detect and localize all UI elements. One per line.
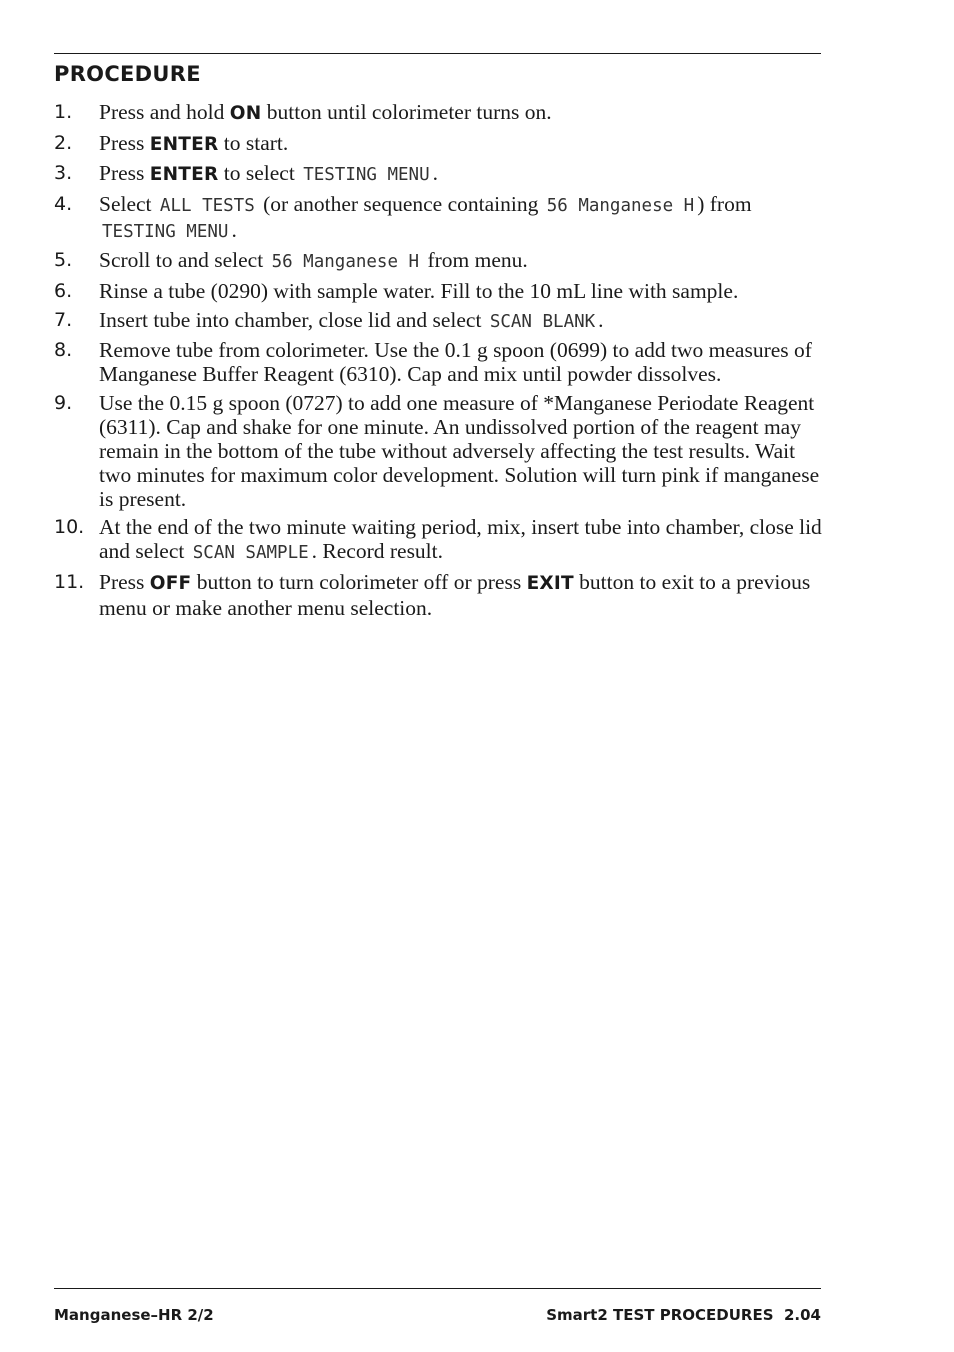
button-key-label: EXIT <box>526 572 574 594</box>
display-menu-text: SCAN SAMPLE <box>192 543 309 564</box>
display-menu-text: TESTING MENU <box>303 165 430 186</box>
step-number: 9. <box>54 391 73 414</box>
procedure-step <box>54 161 826 187</box>
step-number: 3. <box>54 162 73 185</box>
step-text: Press <box>99 161 150 186</box>
step-text: . <box>231 217 237 242</box>
button-key-label: ON <box>229 103 262 124</box>
step-text: (or another sequence containing <box>257 191 544 216</box>
step-text: . Record result. <box>311 539 444 564</box>
procedure-step <box>54 570 826 620</box>
step-text: Remove tube from colorimeter. Use the 0.1 g spoon (0699) to add two measures of Manganese Buffer Reagent (6310). Cap and mix until powder dissolves. <box>99 338 812 387</box>
step-text: to select <box>218 161 301 186</box>
step-number: 7. <box>54 308 73 331</box>
step-text: to start. <box>218 130 289 155</box>
step-text: Rinse a tube (0290) with sample water. Fill to the 10 mL line with sample. <box>99 278 739 303</box>
display-menu-text: SCAN BLANK <box>489 311 596 332</box>
step-number: 5. <box>54 249 73 272</box>
step-text: . <box>598 307 604 332</box>
step-text: button until colorimeter turns on. <box>261 100 552 124</box>
step-text: button to exit to a previous menu or make another menu selection. <box>99 569 811 620</box>
step-text: Press <box>99 569 150 594</box>
top-rule <box>54 53 821 54</box>
procedure-step <box>54 100 826 126</box>
button-key-label: ENTER <box>149 164 219 186</box>
step-number: 8. <box>54 339 73 362</box>
footer-left: Manganese–HR 2/2 <box>54 1306 214 1324</box>
step-text: ) from <box>697 191 752 216</box>
step-text: Select <box>99 191 157 216</box>
procedure-step <box>54 391 826 511</box>
procedure-step <box>54 248 826 274</box>
step-text: Scroll to and select <box>99 248 269 273</box>
section-heading: PROCEDURE <box>54 62 201 86</box>
button-key-label: OFF <box>149 572 192 594</box>
step-text: Insert tube into chamber, close lid and select <box>99 307 487 332</box>
step-number: 2. <box>54 131 73 154</box>
display-menu-text: ALL TESTS <box>159 195 255 216</box>
step-number: 11. <box>54 570 85 593</box>
step-text: . <box>432 161 439 186</box>
procedure-step <box>54 338 826 386</box>
step-text: Press <box>99 130 150 155</box>
display-menu-text: TESTING MENU <box>102 221 229 242</box>
procedure-step <box>54 515 826 565</box>
footer-right: Smart2 TEST PROCEDURES 2.04 <box>546 1306 821 1324</box>
procedure-step <box>54 192 826 244</box>
button-key-label: ENTER <box>149 133 219 155</box>
step-text: button to turn colorimeter off or press <box>191 569 527 594</box>
step-number: 10. <box>54 516 85 539</box>
step-text: At the end of the two minute waiting period, mix, insert tube into chamber, close lid and select <box>99 515 822 564</box>
procedure-steps-list <box>54 100 826 625</box>
procedure-step <box>54 131 826 157</box>
step-text: Use the 0.15 g spoon (0727) to add one measure of *Manganese Periodate Reagent (6311). Cap and shake for one minute. An undissolved portion of the reagent may remain in the bottom of the tube without adversely affecting the test results. Wait two minutes for maximum color development. Solution will turn pink if manganese is present. <box>99 390 820 511</box>
bottom-rule <box>54 1288 821 1289</box>
step-text: from menu. <box>422 248 528 273</box>
step-text: Press and hold <box>99 100 230 124</box>
procedure-step <box>54 279 826 303</box>
step-number: 4. <box>54 192 73 215</box>
display-menu-text: 56 Manganese H <box>271 252 420 273</box>
step-number: 6. <box>54 279 73 302</box>
procedure-step <box>54 308 826 334</box>
display-menu-text: 56 Manganese H <box>546 195 695 216</box>
step-number: 1. <box>54 101 73 123</box>
